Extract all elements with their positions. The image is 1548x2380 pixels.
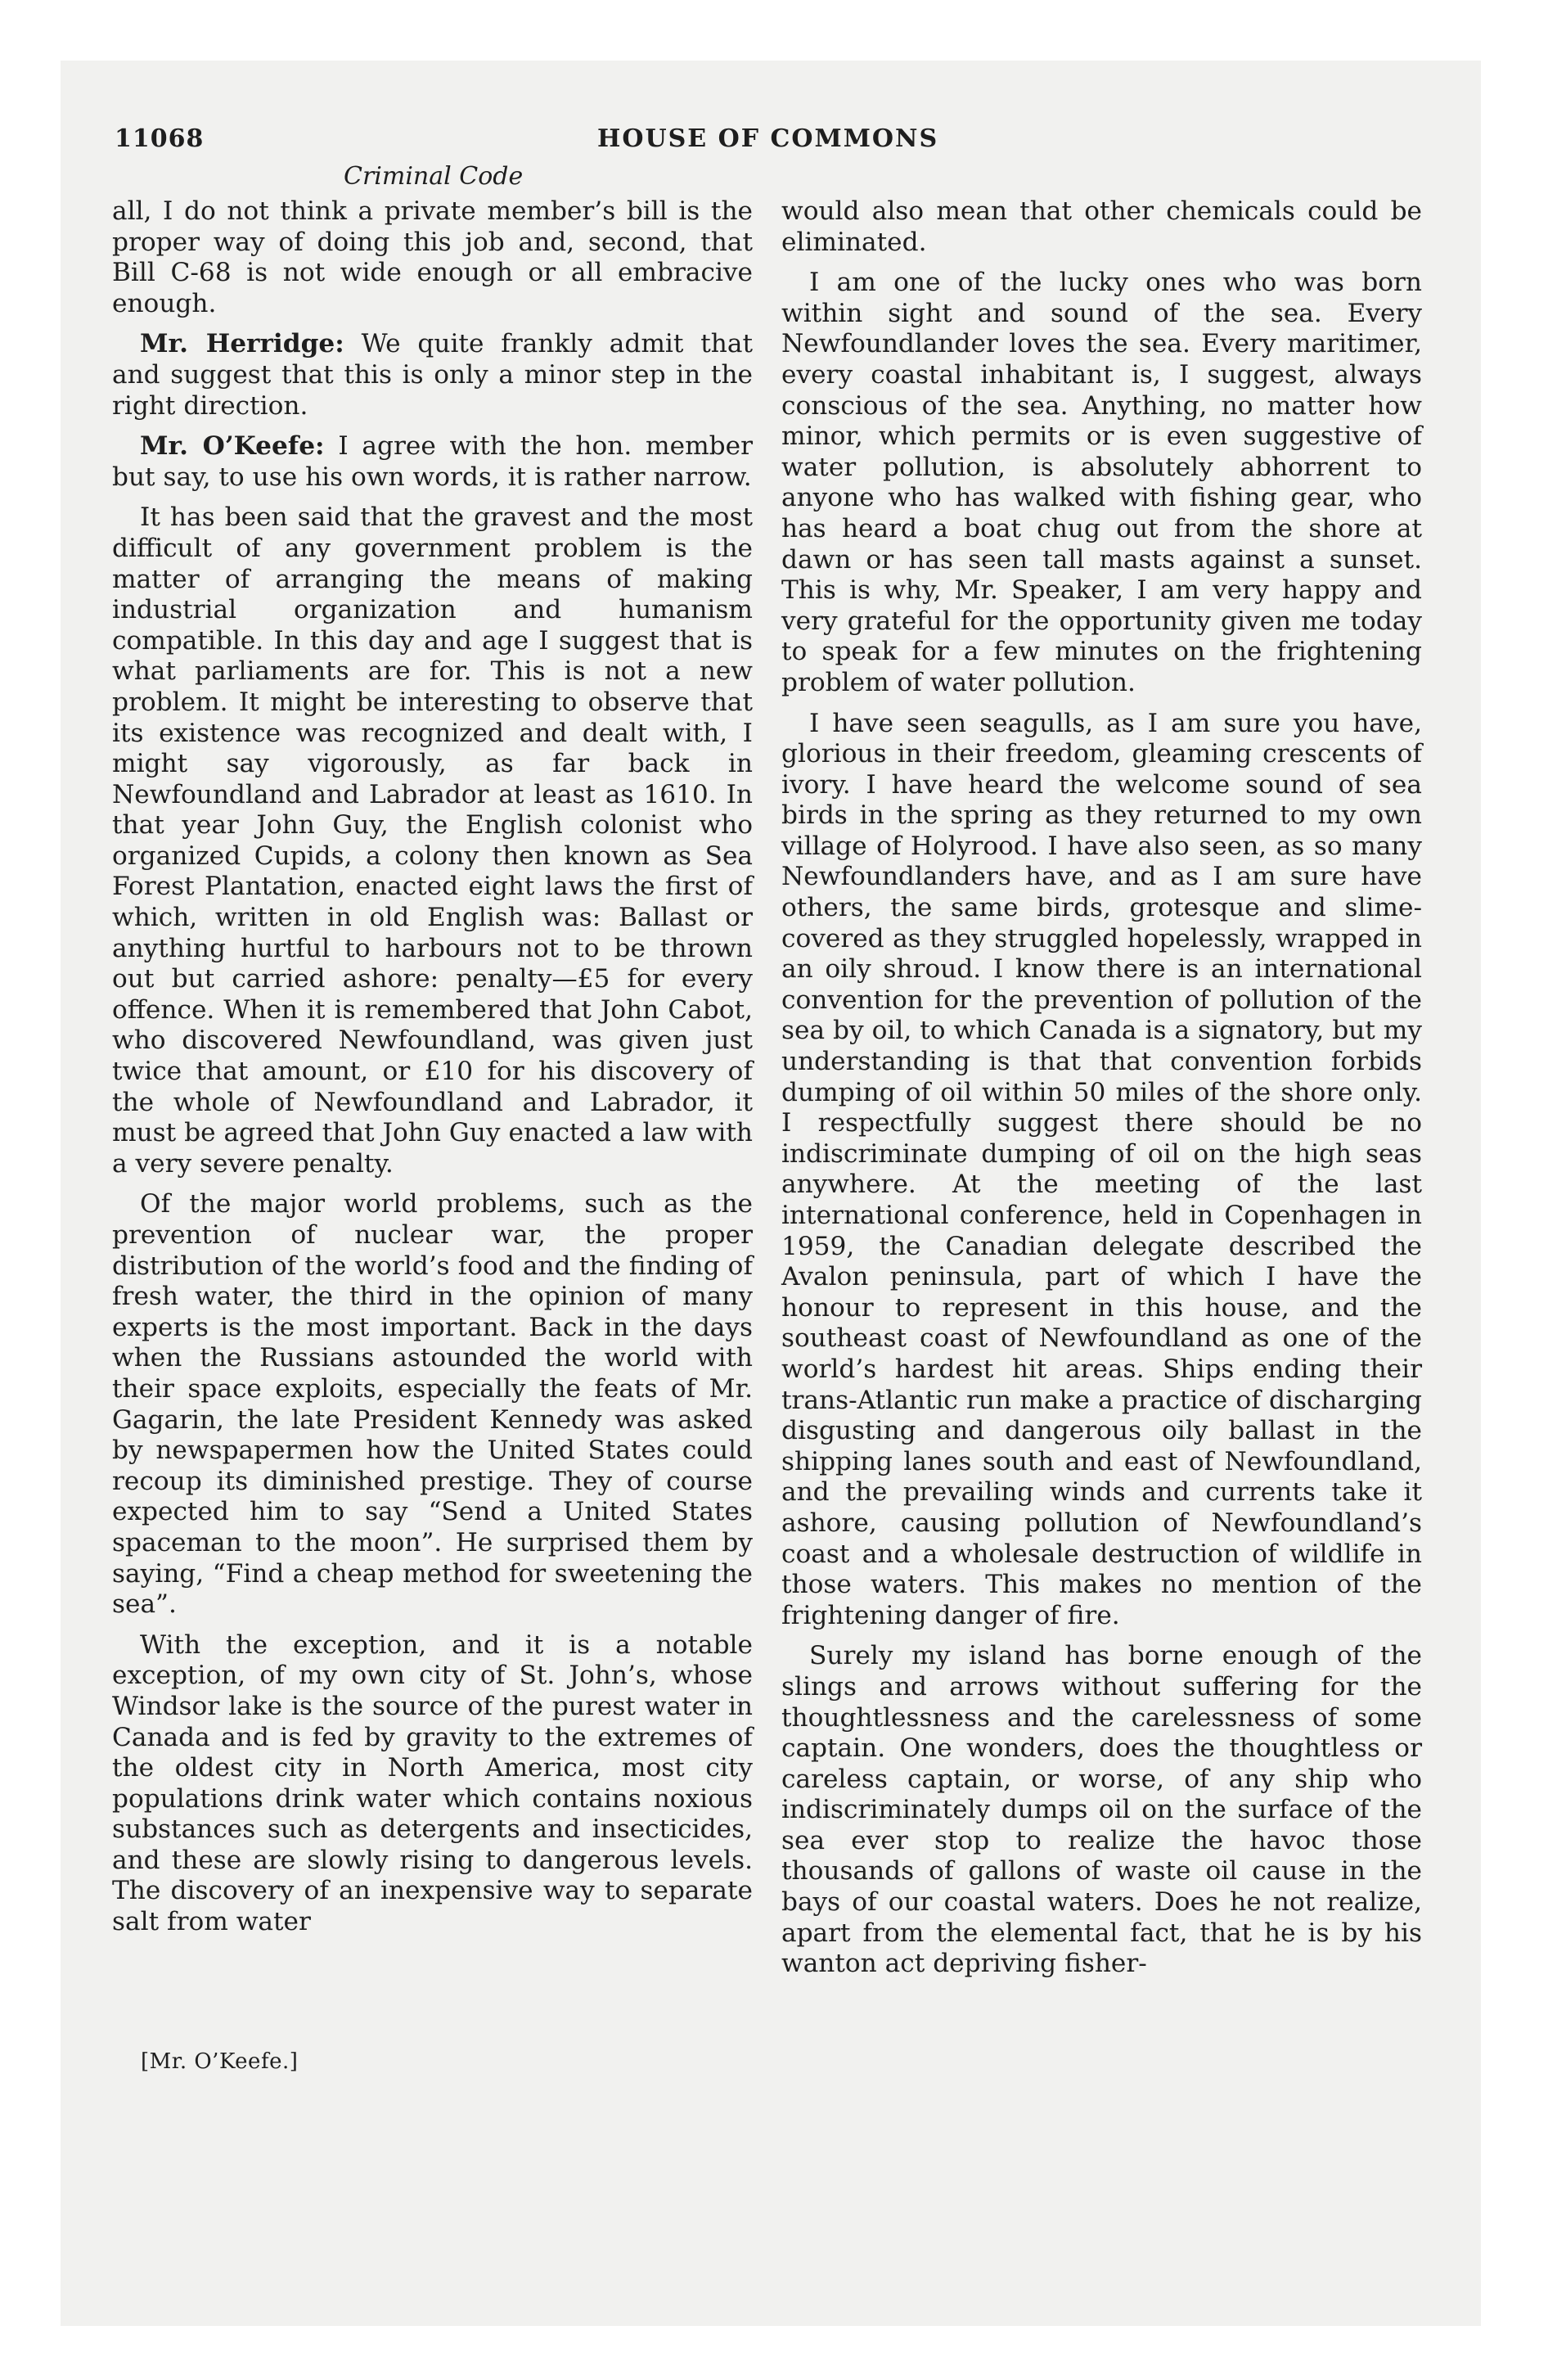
speech-paragraph	[112, 431, 753, 493]
speech-paragraph	[112, 329, 753, 421]
page-header	[115, 124, 1450, 157]
speech-text: I agree with the hon. member but say, to use his own words, it is rather narrow.	[112, 431, 753, 492]
paragraph: I am one of the lucky ones who was born within sight and sound of the sea. Every Newfoundlander loves the sea. Every maritimer, every coastal inhabitant is, I suggest, always conscious of the sea. Anything, no matter how minor, which permits or is even suggestive of water pollution, is absolutely abhorrent to anyone who has walked with fishing gear, who has heard a boat chug out from the shore at dawn or has seen tall masts against a sunset. This is why, Mr. Speaker, I am very happy and very grateful for the opportunity given me today to speak for a few minutes on the frightening problem of water pollution.	[781, 268, 1422, 697]
paragraph: It has been said that the gravest and the most difficult of any government problem is the matter of arranging the means of making industrial organization and humanism compatible. In this day and age I suggest that is what parliaments are for. This is not a new problem. It might be interesting to observe that its existence was recognized and dealt with, I might say vigorously, as far back in Newfoundland and Labrador at least as 1610. In that year John Guy, the English colonist who organized Cupids, a colony then known as Sea Forest Plantation, enacted eight laws the first of which, written in old English was: Ballast or anything hurtful to harbours not to be thrown out but carried ashore: penalty—£5 for every offence. When it is remembered that John Cabot, who discovered Newfoundland, was given just twice that amount, or £10 for his discovery of the whole of Newfoundland and Labrador, it must be agreed that John Guy enacted a law with a very severe penalty.	[112, 503, 753, 1179]
speaker-footnote: [Mr. O’Keefe.]	[141, 2049, 299, 2074]
paragraph: Surely my island has borne enough of the slings and arrows without suffering for the thoughtlessness and the carelessness of some captain. One wonders, does the thoughtless or careless captain, or worse, of any ship who indiscriminately dumps oil on the surface of the sea ever stop to realize the havoc those thousands of gallons of waste oil cause in the bays of our coastal waters. Does he not realize, apart from the elemental fact, that he is by his wanton act depriving fisher-	[781, 1641, 1422, 1979]
page-number: 11068	[115, 124, 205, 153]
paragraph: With the exception, and it is a notable exception, of my own city of St. John’s, whose Windsor lake is the source of the purest water in Canada and is fed by gravity to the extremes of the oldest city in North America, most city populations drink water which contains noxious substances such as detergents and insecticides, and these are slowly rising to dangerous levels. The discovery of an inexpensive way to separate salt from water	[112, 1629, 753, 1937]
running-head: HOUSE OF COMMONS	[597, 124, 939, 153]
paragraph: Of the major world problems, such as the prevention of nuclear war, the proper distribution of the world’s food and the finding of fresh water, the third in the opinion of many experts is the most important. Back in the days when the Russians astounded the world with their space exploits, especially the feats of Mr. Gagarin, the late President Kennedy was asked by newspapermen how the United States could recoup its diminished prestige. They of course expected him to say “Send a United States spaceman to the moon”. He surprised them by saying, “Find a cheap method for sweetening the sea”.	[112, 1189, 753, 1620]
section-title: Criminal Code	[344, 162, 524, 191]
paragraph: I have seen seagulls, as I am sure you have, glorious in their freedom, gleaming crescents of ivory. I have heard the welcome sound of sea birds in the spring as they returned to my own village of Holyrood. I have also seen, as so many Newfoundlanders have, and as I am sure have others, the same birds, grotesque and slime-covered as they struggled hopelessly, wrapped in an oily shroud. I know there is an international convention for the prevention of pollution of the sea by oil, to which Canada is a signatory, but my understanding is that that convention forbids dumping of oil within 50 miles of the shore only. I respectfully suggest there should be no indiscriminate dumping of oil on the high seas anywhere. At the meeting of the last international conference, held in Copenhagen in 1959, the Canadian delegate described the Avalon peninsula, part of which I have the honour to represent in this house, and the southeast coast of Newfoundland as one of the world’s hardest hit areas. Ships ending their trans-Atlantic run make a practice of discharging disgusting and dangerous oily ballast in the shipping lanes south and east of Newfoundland, and the prevailing winds and currents take it ashore, causing pollution of Newfoundland’s coast and a wholesale destruction of wildlife in those waters. This makes no mention of the frightening danger of fire.	[781, 708, 1422, 1630]
paragraph: would also mean that other chemicals could be eliminated.	[781, 196, 1422, 257]
right-column	[781, 196, 1422, 1990]
paragraph: all, I do not think a private member’s bill is the proper way of doing this job and, second, that Bill C-68 is not wide enough or all embracive enough.	[112, 196, 753, 318]
speech-text: We quite frankly admit that and suggest that this is only a minor step in the right direction.	[112, 329, 753, 421]
left-column	[112, 196, 753, 1948]
speaker-name: Mr. Herridge:	[140, 329, 344, 359]
speaker-name: Mr. O’Keefe:	[140, 431, 325, 462]
